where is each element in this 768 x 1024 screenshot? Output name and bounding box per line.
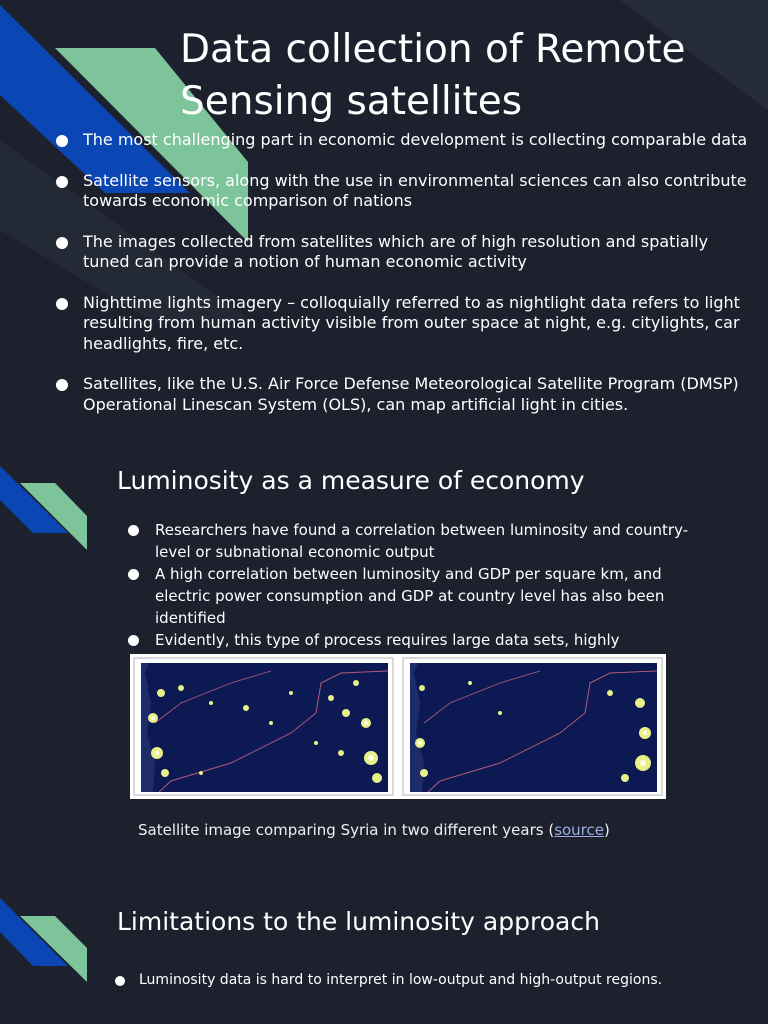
- nightlight-map: [141, 663, 388, 792]
- bullet-item: Researchers have found a correlation between luminosity and country-level or subnational economic output: [128, 519, 708, 563]
- satellite-image-year-1: [133, 657, 394, 796]
- nightlight-map: [410, 663, 657, 792]
- source-link[interactable]: source: [554, 821, 604, 839]
- bullet-list: [115, 971, 715, 989]
- bullet-item: Evidently, this type of process requires large data sets, highly: [128, 629, 708, 651]
- satellite-image-year-2: [402, 657, 663, 796]
- bullet-item: Satellite sensors, along with the use in environmental sciences can also contribute towards economic comparison of nations: [56, 171, 756, 212]
- bullet-list: [56, 130, 756, 434]
- bullet-item: The images collected from satellites which are of high resolution and spatially tuned can provide a notion of human economic activity: [56, 232, 756, 273]
- caption-text: Satellite image comparing Syria in two different years (: [138, 821, 555, 839]
- image-caption: [138, 820, 610, 840]
- section-heading: Limitations to the luminosity approach: [117, 907, 600, 936]
- section-heading: Luminosity as a measure of economy: [117, 466, 585, 495]
- caption-text: ): [604, 821, 610, 839]
- bullet-item: Satellites, like the U.S. Air Force Defense Meteorological Satellite Program (DMSP) Operational Linescan System (OLS), can map artificial light in cities.: [56, 374, 756, 415]
- bullet-item: Luminosity data is hard to interpret in low-output and high-output regions.: [115, 971, 715, 989]
- bullet-item: The most challenging part in economic development is collecting comparable data: [56, 130, 756, 151]
- satellite-image-comparison: [130, 654, 666, 799]
- bullet-list: [128, 519, 708, 653]
- slide-title: Data collection of Remote Sensing satellites: [180, 27, 686, 124]
- bullet-item: Nighttime lights imagery – colloquially referred to as nightlight data refers to light resulting from human activity visible from outer space at night, e.g. citylights, car headlights, fire, etc.: [56, 293, 756, 355]
- bullet-item: A high correlation between luminosity and GDP per square km, and electric power consumption and GDP at country level has also been identified: [128, 563, 708, 629]
